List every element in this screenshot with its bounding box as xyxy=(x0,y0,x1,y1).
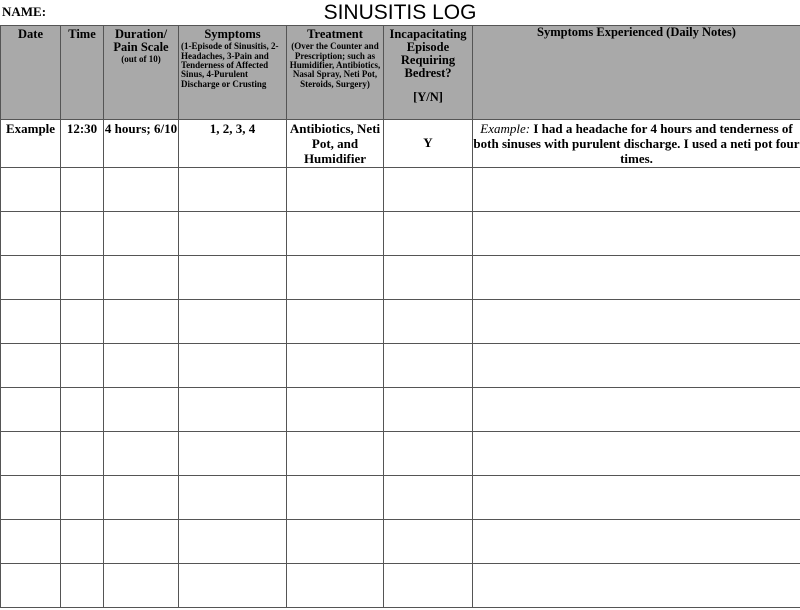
example-duration: 4 hours; 6/10 xyxy=(104,120,179,168)
time-cell[interactable] xyxy=(61,387,104,431)
column-header-duration: Duration/ Pain Scale (out of 10) xyxy=(104,26,179,120)
notes-cell[interactable] xyxy=(473,431,800,475)
column-header-notes: Symptoms Experienced (Daily Notes) xyxy=(473,26,800,120)
column-header-symptoms: Symptoms (1-Episode of Sinusitis, 2-Headaches, 3-Pain and Tenderness of Affected Sinus, 4-Purulent Discharge or Crusting xyxy=(179,26,287,120)
treatment-cell[interactable] xyxy=(287,387,384,431)
time-cell[interactable] xyxy=(61,255,104,299)
page-title: SINUSITIS LOG xyxy=(323,1,477,24)
table-row xyxy=(1,519,800,563)
treatment-cell[interactable] xyxy=(287,211,384,255)
notes-cell[interactable] xyxy=(473,387,800,431)
notes-cell[interactable] xyxy=(473,343,800,387)
treatment-cell[interactable] xyxy=(287,431,384,475)
time-cell[interactable] xyxy=(61,167,104,211)
table-row xyxy=(1,563,800,607)
symptoms-cell[interactable] xyxy=(179,519,287,563)
bedrest-cell[interactable] xyxy=(384,563,473,607)
time-cell[interactable] xyxy=(61,563,104,607)
name-label: NAME: xyxy=(2,4,47,19)
bedrest-yn-label: [Y/N] xyxy=(413,89,443,104)
symptoms-cell[interactable] xyxy=(179,387,287,431)
notes-cell[interactable] xyxy=(473,563,800,607)
table-row xyxy=(1,211,800,255)
date-cell[interactable] xyxy=(1,387,61,431)
symptoms-subtitle: (1-Episode of Sinusitis, 2-Headaches, 3-Pain and Tenderness of Affected Sinus, 4-Purulent Discharge or Crusting xyxy=(181,41,279,89)
table-row xyxy=(1,387,800,431)
time-cell[interactable] xyxy=(61,343,104,387)
time-cell[interactable] xyxy=(61,519,104,563)
symptoms-cell[interactable] xyxy=(179,563,287,607)
bedrest-cell[interactable] xyxy=(384,255,473,299)
table-row xyxy=(1,431,800,475)
symptoms-cell[interactable] xyxy=(179,299,287,343)
date-cell[interactable] xyxy=(1,299,61,343)
example-date: Example xyxy=(1,120,61,168)
date-cell[interactable] xyxy=(1,343,61,387)
bedrest-cell[interactable] xyxy=(384,431,473,475)
notes-cell[interactable] xyxy=(473,519,800,563)
date-cell[interactable] xyxy=(1,519,61,563)
symptoms-cell[interactable] xyxy=(179,211,287,255)
header-row xyxy=(1,26,800,120)
bedrest-cell[interactable] xyxy=(384,343,473,387)
date-cell[interactable] xyxy=(1,475,61,519)
treatment-cell[interactable] xyxy=(287,519,384,563)
date-cell[interactable] xyxy=(1,431,61,475)
column-header-treatment: Treatment (Over the Counter and Prescription; such as Humidifier, Antibiotics, Nasal Spray, Neti Pot, Steroids, Surgery) xyxy=(287,26,384,120)
sinusitis-log-table xyxy=(0,25,800,608)
example-time: 12:30 xyxy=(61,120,104,168)
treatment-cell[interactable] xyxy=(287,299,384,343)
example-row xyxy=(1,120,800,168)
symptoms-cell[interactable] xyxy=(179,343,287,387)
example-notes xyxy=(473,120,800,168)
table-row xyxy=(1,255,800,299)
duration-cell[interactable] xyxy=(104,387,179,431)
treatment-subtitle: (Over the Counter and Prescription; such as Humidifier, Antibiotics, Nasal Spray, Neti Pot, Steroids, Surgery) xyxy=(289,41,381,89)
time-cell[interactable] xyxy=(61,475,104,519)
treatment-cell[interactable] xyxy=(287,475,384,519)
notes-cell[interactable] xyxy=(473,167,800,211)
bedrest-cell[interactable] xyxy=(384,519,473,563)
duration-cell[interactable] xyxy=(104,211,179,255)
date-cell[interactable] xyxy=(1,167,61,211)
date-cell[interactable] xyxy=(1,563,61,607)
column-header-time: Time xyxy=(61,26,104,120)
time-cell[interactable] xyxy=(61,211,104,255)
treatment-cell[interactable] xyxy=(287,255,384,299)
time-cell[interactable] xyxy=(61,299,104,343)
time-cell[interactable] xyxy=(61,431,104,475)
notes-cell[interactable] xyxy=(473,255,800,299)
duration-cell[interactable] xyxy=(104,299,179,343)
notes-cell[interactable] xyxy=(473,299,800,343)
duration-cell[interactable] xyxy=(104,519,179,563)
duration-cell[interactable] xyxy=(104,563,179,607)
bedrest-cell[interactable] xyxy=(384,475,473,519)
table-row xyxy=(1,343,800,387)
treatment-cell[interactable] xyxy=(287,343,384,387)
bedrest-cell[interactable] xyxy=(384,299,473,343)
bedrest-cell[interactable] xyxy=(384,387,473,431)
symptoms-cell[interactable] xyxy=(179,475,287,519)
duration-cell[interactable] xyxy=(104,255,179,299)
example-symptoms: 1, 2, 3, 4 xyxy=(179,120,287,168)
table-row xyxy=(1,167,800,211)
column-header-bedrest: Incapacitating Episode Requiring Bedrest? [Y/N] xyxy=(384,26,473,120)
column-header-date: Date xyxy=(1,26,61,120)
example-notes-prefix: Example: xyxy=(480,121,531,136)
symptoms-cell[interactable] xyxy=(179,167,287,211)
example-treatment: Antibiotics, Neti Pot, and Humidifier xyxy=(287,120,384,168)
duration-cell[interactable] xyxy=(104,343,179,387)
symptoms-cell[interactable] xyxy=(179,431,287,475)
notes-cell[interactable] xyxy=(473,475,800,519)
date-cell[interactable] xyxy=(1,211,61,255)
example-notes-text: I had a headache for 4 hours and tenderness of both sinuses with purulent discharge. I used a neti pot four times. xyxy=(473,121,800,166)
bedrest-cell[interactable] xyxy=(384,167,473,211)
symptoms-cell[interactable] xyxy=(179,255,287,299)
treatment-cell[interactable] xyxy=(287,563,384,607)
duration-cell[interactable] xyxy=(104,431,179,475)
bedrest-cell[interactable] xyxy=(384,211,473,255)
date-cell[interactable] xyxy=(1,255,61,299)
duration-cell[interactable] xyxy=(104,167,179,211)
notes-cell[interactable] xyxy=(473,211,800,255)
table-row xyxy=(1,299,800,343)
duration-subtitle: (out of 10) xyxy=(121,54,161,65)
table-row xyxy=(1,475,800,519)
duration-cell[interactable] xyxy=(104,475,179,519)
treatment-cell[interactable] xyxy=(287,167,384,211)
title-bar xyxy=(0,0,800,25)
example-bedrest: Y xyxy=(384,120,473,168)
